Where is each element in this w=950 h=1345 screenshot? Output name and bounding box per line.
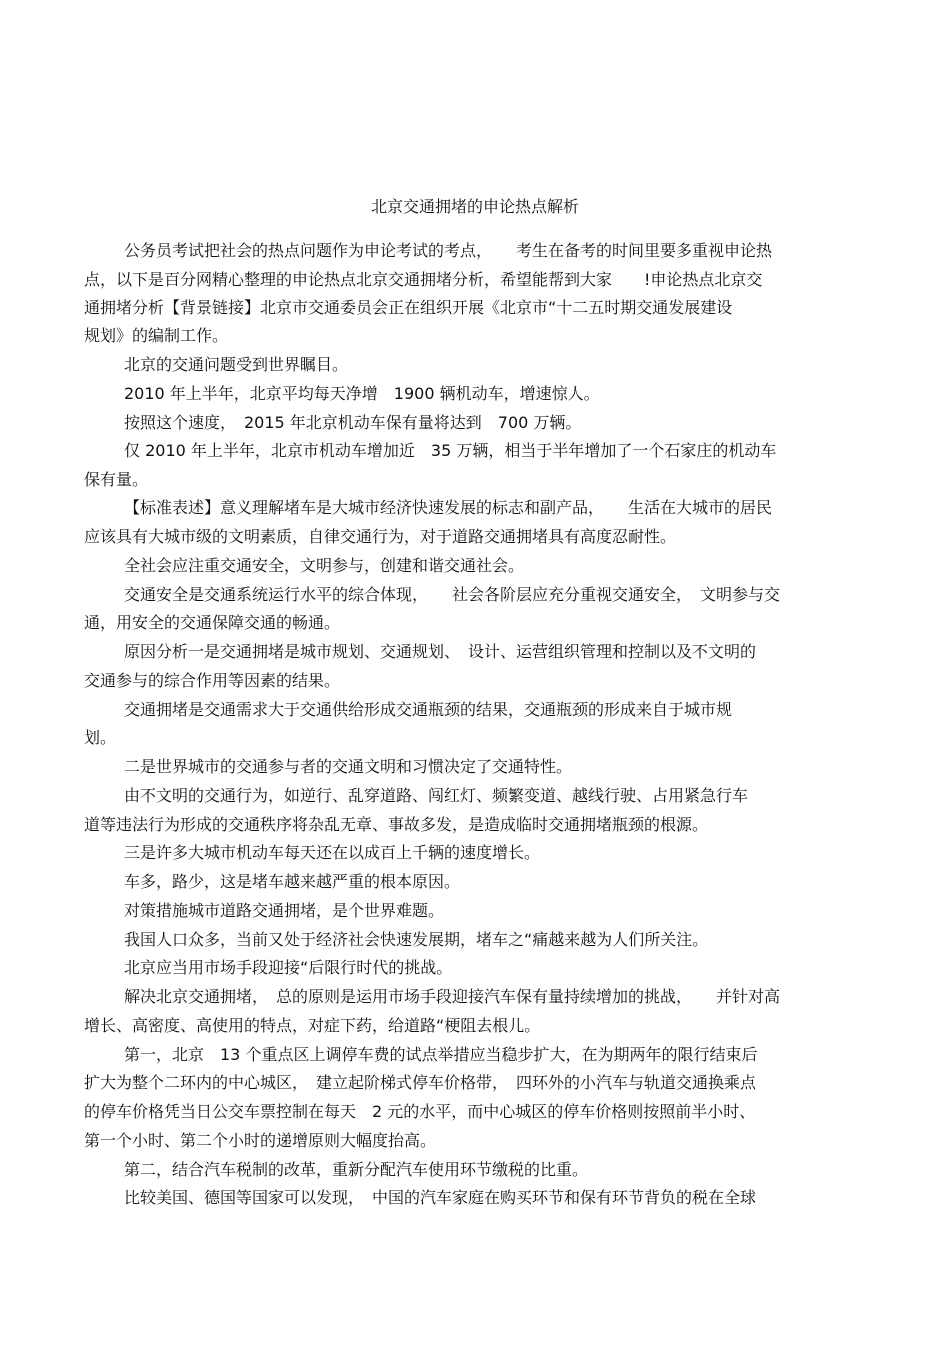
body-line: 规划》的编制工作。 [84, 326, 229, 345]
body-line: 交通拥堵是交通需求大于交通供给形成交通瓶颈的结果，交通瓶颈的形成来自于城市规 [124, 700, 733, 719]
document-title: 北京交通拥堵的申论热点解析 [370, 197, 579, 216]
body-line: 对策措施城市道路交通拥堵，是个世界难题。 [124, 901, 445, 920]
body-line: 保有量。 [84, 470, 149, 489]
body-line: 应该具有大城市级的文明素质，自律交通行为，对于道路交通拥堵具有高度忍耐性。 [84, 527, 677, 546]
body-line: 北京应当用市场手段迎接“后限行时代的挑战。 [124, 958, 453, 977]
body-line: 全社会应注重交通安全，文明参与，创建和谐交通社会。 [124, 556, 525, 575]
body-line: 交通参与的综合作用等因素的结果。 [84, 671, 341, 690]
body-line: 【标准表述】意义理解堵车是大城市经济快速发展的标志和副产品， 生活在大城市的居民 [124, 498, 773, 517]
body-line: 通，用安全的交通保障交通的畅通。 [84, 613, 341, 632]
body-line: 二是世界城市的交通参与者的交通文明和习惯决定了交通特性。 [124, 757, 573, 776]
body-line: 三是许多大城市机动车每天还在以成百上千辆的速度增长。 [124, 843, 541, 862]
body-line: 车多，路少，这是堵车越来越严重的根本原因。 [124, 872, 461, 891]
body-line: 通拥堵分析【背景链接】北京市交通委员会正在组织开展《北京市“十二五时期交通发展建设 [84, 298, 733, 317]
body-line: 由不文明的交通行为，如逆行、乱穿道路、闯红灯、频繁变道、越线行驶、占用紧急行车 [124, 786, 749, 805]
body-line: 原因分析一是交通拥堵是城市规划、交通规划、 设计、运营组织管理和控制以及不文明的 [124, 642, 757, 661]
body-line: 按照这个速度， 2015 年北京机动车保有量将达到 700 万辆。 [124, 413, 582, 432]
body-line: 北京的交通问题受到世界瞩目。 [124, 355, 349, 374]
body-line: 点，以下是百分网精心整理的申论热点北京交通拥堵分析，希望能帮到大家 !申论热点北京交 [84, 270, 763, 289]
body-line: 增长、高密度、高使用的特点，对症下药，给道路“梗阻去根儿。 [84, 1016, 541, 1035]
body-line: 交通安全是交通系统运行水平的综合体现， 社会各阶层应充分重视交通安全， 文明参与交 [124, 585, 781, 604]
body-line: 第一，北京 13 个重点区上调停车费的试点举措应当稳步扩大，在为期两年的限行结束后 [124, 1045, 758, 1064]
body-line: 解决北京交通拥堵， 总的原则是运用市场手段迎接汽车保有量持续增加的挑战， 并针对高 [124, 987, 781, 1006]
body-line: 公务员考试把社会的热点问题作为申论考试的考点， 考生在备考的时间里要多重视申论热 [124, 241, 773, 260]
body-line: 划。 [84, 728, 117, 747]
body-line: 扩大为整个二环内的中心城区， 建立起阶梯式停车价格带， 四环外的小汽车与轨道交通换乘点 [84, 1073, 757, 1092]
body-line: 道等违法行为形成的交通秩序将杂乱无章、事故多发，是造成临时交通拥堵瓶颈的根源。 [84, 815, 709, 834]
body-line: 的停车价格凭当日公交车票控制在每天 2 元的水平，而中心城区的停车价格则按照前半小时、 [84, 1102, 756, 1121]
body-line: 我国人口众多，当前又处于经济社会快速发展期，堵车之“痛越来越为人们所关注。 [124, 930, 709, 949]
body-line: 第二，结合汽车税制的改革，重新分配汽车使用环节缴税的比重。 [124, 1160, 589, 1179]
body-line: 比较美国、德国等国家可以发现， 中国的汽车家庭在购买环节和保有环节背负的税在全球 [124, 1188, 757, 1207]
body-line: 第一个小时、第二个小时的递增原则大幅度抬高。 [84, 1131, 437, 1150]
body-line: 仅 2010 年上半年，北京市机动车增加近 35 万辆，相当于半年增加了一个石家庄的机动车 [124, 441, 777, 460]
body-line: 2010 年上半年，北京平均每天净增 1900 辆机动车，增速惊人。 [124, 384, 600, 403]
